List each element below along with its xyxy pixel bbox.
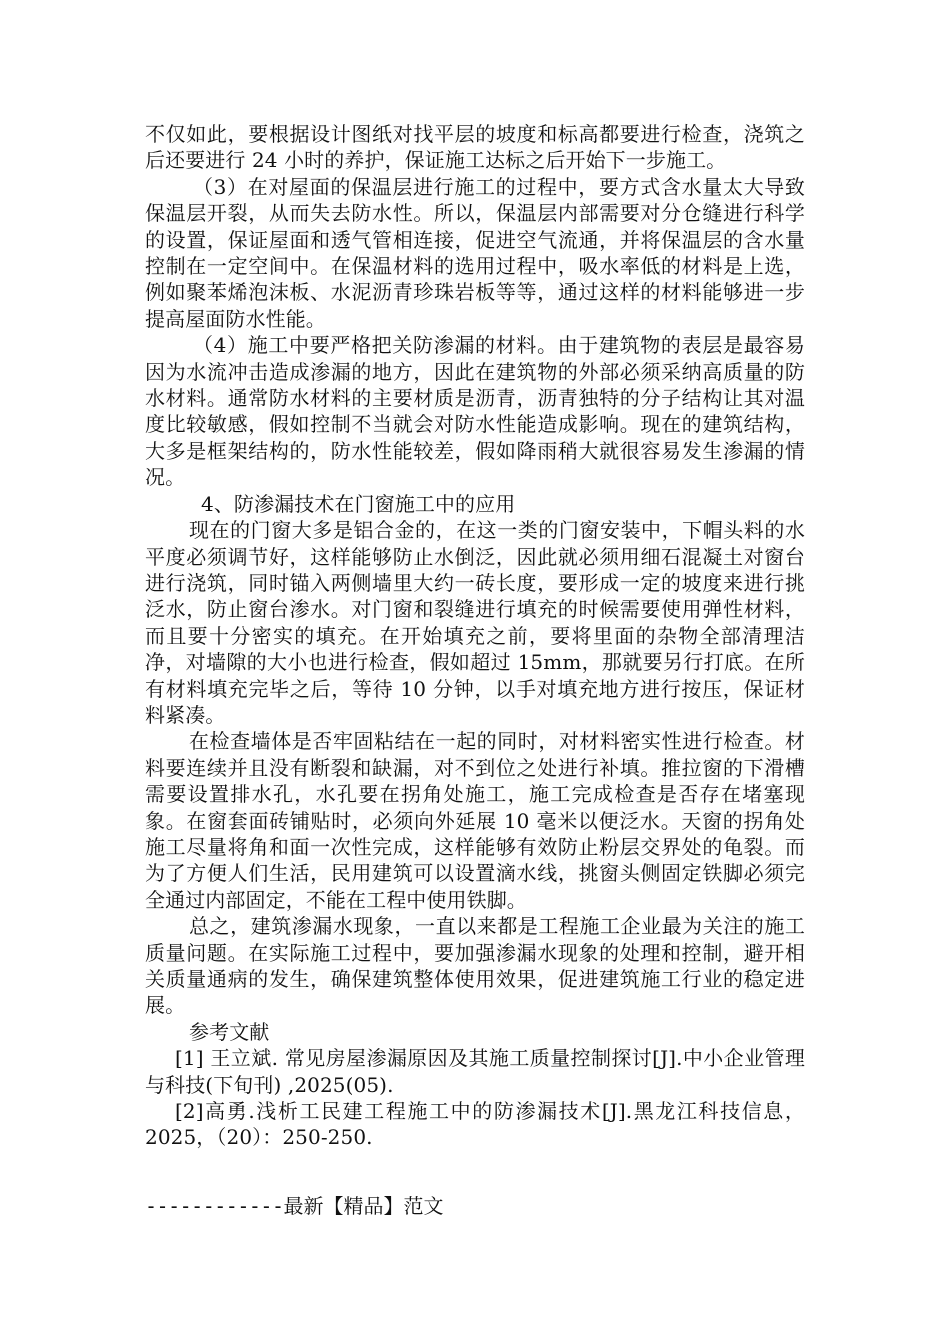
section-heading-doors-windows: 4、防渗漏技术在门窗施工中的应用 bbox=[201, 491, 516, 516]
paragraph-leveling-layer: 不仅如此，要根据设计图纸对找平层的坡度和标高都要进行检查，浇筑之后还要进行 24 小时的养护，保证施工达标之后开始下一步施工。 bbox=[145, 122, 805, 173]
footer-banner bbox=[145, 1192, 444, 1220]
body-text bbox=[145, 121, 805, 1151]
paragraph-waterproof-materials: （4）施工中要严格把关防渗漏的材料。由于建筑物的表层是最容易因为水流冲击造成渗漏的地方，因此在建筑物的外部必须采纳高质量的防水材料。通常防水材料的主要材质是沥青，沥青独特的分子结构让其对温度比较敏感，假如控制不当就会对防水性能造成影响。现在的建筑结构，大多是框架结构的，防水性能较差，假如降雨稍大就很容易发生渗漏的情况。 bbox=[145, 333, 805, 490]
paragraph-wall-inspection: 在检查墙体是否牢固粘结在一起的同时，对材料密实性进行检查。材料要连续并且没有断裂和缺漏，对不到位之处进行补填。推拉窗的下滑槽需要设置排水孔，水孔要在拐角处施工，施工完成检查是否存在堵塞现象。在窗套面砖铺贴时，必须向外延展 10 毫米以便泛水。天窗的拐角处施工尽量将角和面一次性完成，这样能够有效防止粉层交界处的龟裂。而为了方便人们生活，民用建筑可以设置滴水线，挑窗头侧固定铁脚必须完全通过内部固定，不能在工程中使用铁脚。 bbox=[145, 729, 805, 912]
paragraph-aluminum-windows: 现在的门窗大多是铝合金的，在这一类的门窗安装中，下帽头料的水平度必须调节好，这样能够防止水倒泛，因此就必须用细石混凝土对窗台进行浇筑，同时锚入两侧墙里大约一砖长度，要形成一定的坡度来进行挑泛水，防止窗台渗水。对门窗和裂缝进行填充的时候需要使用弹性材料，而且要十分密实的填充。在开始填充之前，要将里面的杂物全部清理洁净，对墙隙的大小也进行检查，假如超过 15mm，那就要另行打底。在所有材料填充完毕之后，等待 10 分钟，以手对填充地方进行按压，保证材料紧凑。 bbox=[145, 518, 805, 727]
paragraph-insulation-layer: （3）在对屋面的保温层进行施工的过程中，要方式含水量太大导致保温层开裂，从而失去防水性。所以，保温层内部需要对分仓缝进行科学的设置，保证屋面和透气管相连接，促进空气流通，并将保温层的含水量控制在一定空间中。在保温材料的选用过程中，吸水率低的材料是上选，例如聚苯烯泡沫板、水泥沥青珍珠岩板等等，通过这样的材料能够进一步提高屋面防水性能。 bbox=[145, 174, 805, 331]
references-heading: 参考文献 bbox=[189, 1019, 270, 1044]
footer-text: 最新【精品】范文 bbox=[283, 1194, 444, 1218]
reference-item-2: [2]高勇.浅析工民建工程施工中的防渗漏技术[J].黑龙江科技信息，2025，（20）：250-250. bbox=[145, 1099, 805, 1150]
footer-dashes: ------------ bbox=[145, 1194, 284, 1218]
paragraph-conclusion: 总之，建筑渗漏水现象，一直以来都是工程施工企业最为关注的施工质量问题。在实际施工过程中，要加强渗漏水现象的处理和控制，避开相关质量通病的发生，确保建筑整体使用效果，促进建筑施工行业的稳定进展。 bbox=[145, 914, 805, 1018]
reference-item-1: [1] 王立斌. 常见房屋渗漏原因及其施工质量控制探讨[J].中小企业管理与科技(下旬刊) ,2025(05). bbox=[145, 1046, 805, 1097]
